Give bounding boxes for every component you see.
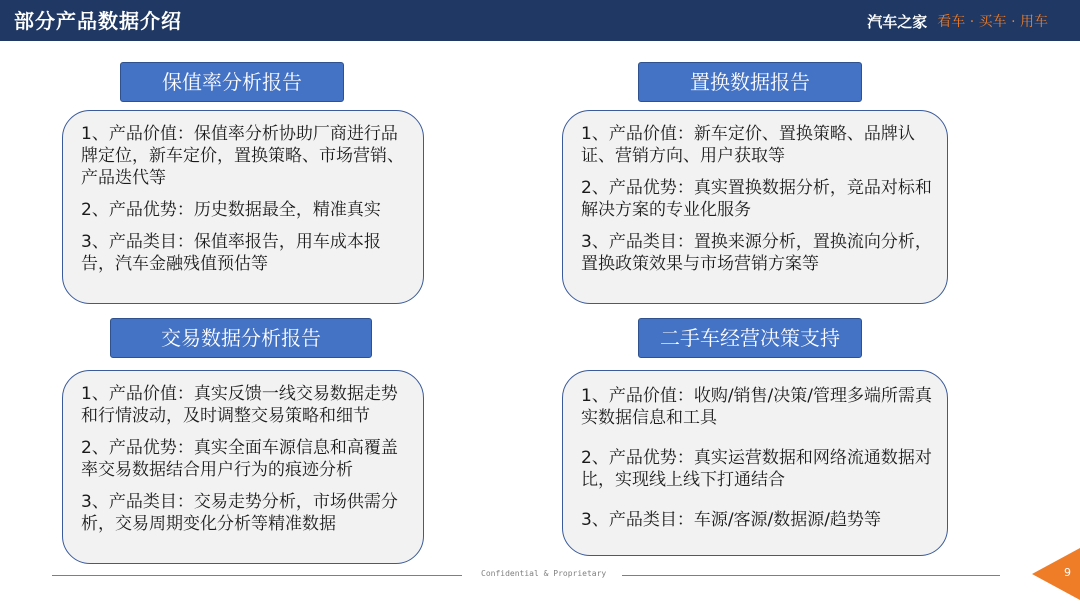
page-number: 9 (1064, 566, 1071, 579)
header-bar (0, 0, 1080, 41)
card-item-advantage: 2、产品优势：真实置换数据分析，竞品对标和解决方案的专业化服务 (581, 178, 932, 220)
page-title: 部分产品数据介绍 (14, 9, 182, 33)
section-title-retention-report: 保值率分析报告 (120, 62, 344, 102)
card-item-advantage: 2、产品优势：真实运营数据和网络流通数据对比，实现线上线下打通结合 (581, 448, 932, 490)
card-item-category: 3、产品类目：置换来源分析，置换流向分析，置换政策效果与市场营销方案等 (581, 232, 932, 274)
card-item-category: 3、产品类目：车源/客源/数据源/趋势等 (581, 510, 881, 530)
footer-divider-right (622, 575, 1000, 576)
section-title-replacement-report: 置换数据报告 (638, 62, 862, 102)
footer-confidential: Confidential & Proprietary (481, 569, 607, 578)
card-retention-report (62, 110, 424, 304)
brand (867, 10, 1048, 32)
section-title-used-car-decision: 二手车经营决策支持 (638, 318, 862, 358)
card-item-advantage: 2、产品优势：历史数据最全，精准真实 (81, 200, 381, 220)
card-item-advantage: 2、产品优势：真实全面车源信息和高覆盖率交易数据结合用户行为的痕迹分析 (81, 438, 398, 480)
page-number-tab (1032, 548, 1080, 600)
card-replacement-report (562, 110, 948, 304)
card-item-value: 1、产品价值：保值率分析协助厂商进行品牌定位，新车定价，置换策略、市场营销、产品迭代等 (81, 124, 404, 188)
card-item-value: 1、产品价值：真实反馈一线交易数据走势和行情波动，及时调整交易策略和细节 (81, 384, 398, 426)
section-title-transaction-report: 交易数据分析报告 (110, 318, 372, 358)
card-used-car-decision (562, 370, 948, 556)
footer-divider-left (52, 575, 462, 576)
card-item-category: 3、产品类目：保值率报告，用车成本报告，汽车金融残值预估等 (81, 232, 381, 274)
brand-slogan: 看车 · 买车 · 用车 (937, 14, 1048, 30)
card-item-category: 3、产品类目：交易走势分析，市场供需分析，交易周期变化分析等精准数据 (81, 492, 398, 534)
card-item-value: 1、产品价值：新车定价、置换策略、品牌认证、营销方向、用户获取等 (581, 124, 915, 166)
card-transaction-report (62, 370, 424, 564)
brand-name: 汽车之家 (867, 12, 928, 31)
card-item-value: 1、产品价值：收购/销售/决策/管理多端所需真实数据信息和工具 (581, 386, 932, 428)
